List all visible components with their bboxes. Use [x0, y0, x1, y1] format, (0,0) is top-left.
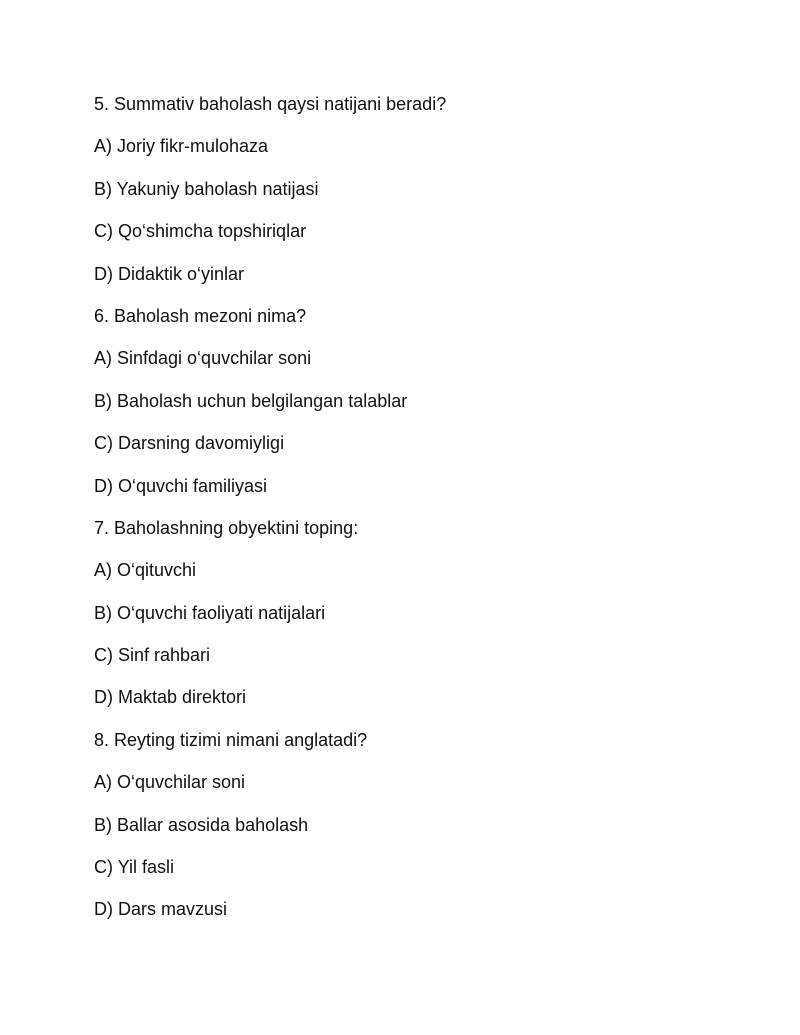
question-7-option-d: D) Maktab direktori: [94, 687, 247, 708]
question-7-option-c: C) Sinf rahbari: [94, 645, 211, 666]
question-5-option-b: B) Yakuniy baholash natijasi: [94, 178, 319, 199]
question-7: 7. Baholashning obyektini toping:: [94, 517, 359, 538]
question-5-option-d: D) Didaktik o‘yinlar: [94, 263, 245, 284]
question-7-option-b: B) O‘quvchi faoliyati natijalari: [94, 602, 326, 623]
question-6-option-b: B) Baholash uchun belgilangan talablar: [94, 390, 408, 411]
question-6-option-a: A) Sinfdagi o‘quvchilar soni: [94, 348, 312, 369]
question-8-option-d: D) Dars mavzusi: [94, 899, 228, 920]
question-8-option-c: C) Yil fasli: [94, 857, 175, 878]
question-5-option-c: C) Qo‘shimcha topshiriqlar: [94, 221, 307, 242]
question-list: [94, 93, 714, 941]
question-5-option-a: A) Joriy fikr-mulohaza: [94, 136, 269, 157]
question-6-option-c: C) Darsning davomiyligi: [94, 433, 285, 454]
question-8-option-a: A) O‘quvchilar soni: [94, 772, 246, 793]
question-8: 8. Reyting tizimi nimani anglatadi?: [94, 729, 368, 750]
question-8-option-b: B) Ballar asosida baholash: [94, 814, 309, 835]
question-7-option-a: A) O‘qituvchi: [94, 560, 197, 581]
question-6: 6. Baholash mezoni nima?: [94, 305, 307, 326]
question-6-option-d: D) O‘quvchi familiyasi: [94, 475, 268, 496]
question-5: 5. Summativ baholash qaysi natijani beradi?: [94, 94, 447, 114]
